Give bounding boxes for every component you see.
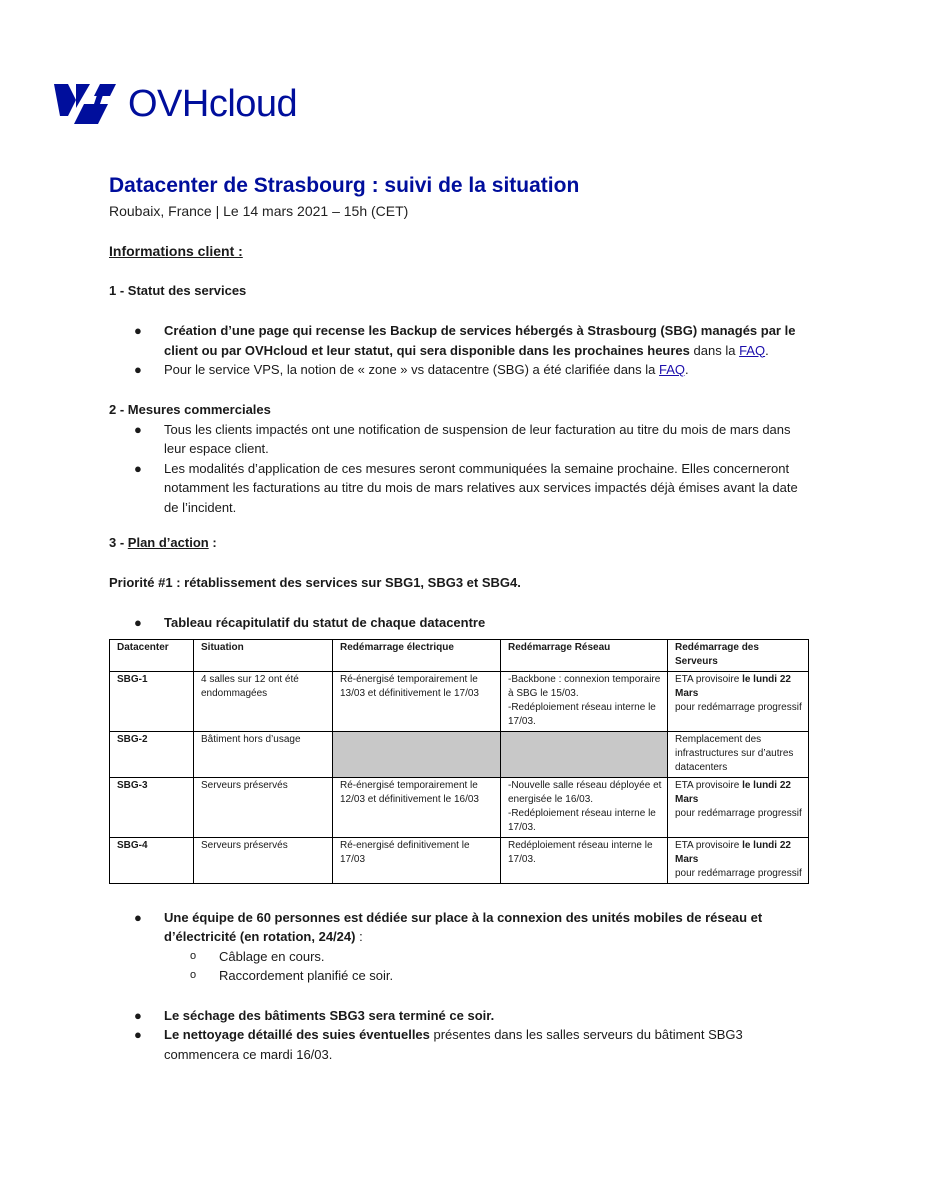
table-header-row	[110, 639, 809, 671]
priority-line: Priorité #1 : rétablissement des services sur SBG1, SBG3 et SBG4.	[109, 575, 521, 590]
cell-elec-empty	[333, 731, 501, 777]
s1-b2-end: .	[685, 362, 689, 377]
final-list	[109, 1006, 809, 1065]
ovhcloud-logo-icon	[54, 84, 120, 124]
srv-pre: ETA provisoire	[675, 673, 743, 685]
srv-pre: ETA provisoire	[675, 779, 743, 791]
srv-post: pour redémarrage progressif	[675, 701, 802, 713]
list-item: ● Tous les clients impactés ont une notification de suspension de leur facturation au titre du mois de mars dans leur espace client.	[134, 421, 791, 456]
cell-dc: SBG-1	[110, 671, 194, 731]
net-line: -Nouvelle salle réseau déployée et energisée le 16/03.	[508, 779, 662, 805]
drying-text: Le séchage des bâtiments SBG3 sera terminé ce soir.	[164, 1007, 495, 1023]
srv-bold: le lundi 22 Mars	[675, 779, 791, 805]
list-item: ● Les modalités d’application de ces mesures seront communiquées la semaine prochaine. Elles concerneront notamment les facturations au titre du mois de mars relatives aux services impactés déjà émises avant la date de l’incident.	[134, 460, 798, 515]
cell-srv: Remplacement des infrastructures sur d’autres datacenters	[668, 731, 809, 777]
s1-b1-bold: Création d’une page qui recense les Backup de services hébergés à Strasbourg (SBG) managés par le client ou par OVHcloud et leur statut, qui sera disponible dans les prochaines heures	[164, 323, 796, 358]
cell-elec: Ré-energisé definitivement le 17/03	[333, 837, 501, 883]
section-2-list	[109, 420, 809, 518]
cell-dc: SBG-2	[110, 731, 194, 777]
th-electrical: Redémarrage électrique	[333, 639, 501, 671]
section-1-list	[109, 321, 809, 380]
sub-list-item: o Câblage en cours.	[190, 948, 325, 964]
th-situation: Situation	[194, 639, 333, 671]
cell-situation: Bâtiment hors d’usage	[194, 731, 333, 777]
cell-elec: Ré-énergisé temporairement le 12/03 et définitivement le 16/03	[333, 777, 501, 837]
clean-bold: Le nettoyage détaillé des suies éventuelles	[164, 1027, 430, 1042]
table-bullet-list	[109, 613, 809, 633]
s1-b1-text: dans la	[689, 342, 740, 358]
th-datacenter: Datacenter	[110, 639, 194, 671]
table-row	[110, 777, 809, 837]
srv-post: pour redémarrage progressif	[675, 867, 802, 879]
list-item: ● Le nettoyage détaillé des suies éventuelles présentes dans les salles serveurs du bâtiment SBG3 commencera ce mardi 16/03.	[134, 1027, 743, 1062]
dateline: Roubaix, France | Le 14 mars 2021 – 15h (CET)	[109, 203, 409, 219]
table-row	[110, 837, 809, 883]
cell-situation: Serveurs préservés	[194, 777, 333, 837]
th-servers: Redémarrage des Serveurs	[668, 639, 809, 671]
list-item: ● Création d’une page qui recense les Backup de services hébergés à Strasbourg (SBG) managés par le client ou par OVHcloud et leur statut, qui sera disponible dans les prochaines heures dans la FAQ.	[134, 323, 796, 358]
team-rest: :	[355, 929, 363, 944]
cell-dc: SBG-4	[110, 837, 194, 883]
srv-bold: le lundi 22 Mars	[675, 839, 791, 865]
cell-net	[501, 777, 668, 837]
s2-b2-text: Les modalités d’application de ces mesures seront communiquées la semaine prochaine. Elles concerneront notamment les facturations au titre du mois de mars relatives aux services impactés déjà émises avant la date de l’incident.	[164, 460, 798, 515]
sub-list-item: o Raccordement planifié ce soir.	[190, 968, 394, 983]
list-item: ● Pour le service VPS, la notion de « zone » vs datacentre (SBG) a été clarifiée dans la FAQ.	[134, 362, 689, 377]
s3-heading-underlined: Plan d’action	[127, 535, 209, 550]
list-item: ● Le séchage des bâtiments SBG3 sera terminé ce soir.	[134, 1007, 495, 1023]
faq-link[interactable]: FAQ	[739, 342, 766, 358]
page-title: Datacenter de Strasbourg : suivi de la situation	[109, 174, 580, 197]
sub-item-text: Raccordement planifié ce soir.	[219, 968, 394, 983]
faq-link[interactable]: FAQ	[659, 362, 686, 377]
srv-bold: le lundi 22 Mars	[675, 673, 791, 699]
section-3-heading	[109, 533, 809, 553]
s2-b1-text: Tous les clients impactés ont une notification de suspension de leur facturation au titre du mois de mars dans leur espace client.	[164, 421, 791, 456]
section-1-heading: 1 - Statut des services	[109, 283, 247, 298]
list-item: ● Tableau récapitulatif du statut de chaque datacentre	[134, 615, 486, 630]
srv-post: pour redémarrage progressif	[675, 807, 802, 819]
cell-srv	[668, 671, 809, 731]
table-row	[110, 671, 809, 731]
cell-net	[501, 671, 668, 731]
cell-net: Redéploiement réseau interne le 17/03.	[501, 837, 668, 883]
cell-situation: 4 salles sur 12 ont été endommagées	[194, 671, 333, 731]
th-network: Redémarrage Réseau	[501, 639, 668, 671]
net-line: -Backbone : connexion temporaire à SBG le 15/03.	[508, 673, 661, 699]
s1-b2-text: Pour le service VPS, la notion de « zone » vs datacentre (SBG) a été clarifiée dans la	[164, 362, 659, 377]
s3-prefix: 3 -	[109, 535, 128, 550]
logo-wordmark: OVHcloud	[128, 83, 298, 125]
team-bold: Une équipe de 60 personnes est dédiée sur place à la connexion des unités mobiles de réseau et d’électricité (en rotation, 24/24)	[164, 909, 763, 944]
document-body	[109, 171, 809, 1064]
s3-suffix: :	[208, 535, 217, 550]
table-bullet-text: Tableau récapitulatif du statut de chaque datacentre	[164, 615, 486, 630]
cell-elec: Ré-énergisé temporairement le 13/03 et définitivement le 17/03	[333, 671, 501, 731]
clean-rest: présentes dans les salles serveurs du bâtiment SBG3 commencera ce mardi 16/03.	[164, 1027, 743, 1062]
sub-item-text: Câblage en cours.	[219, 948, 325, 964]
net-line: -Redéploiement réseau interne le 17/03.	[508, 807, 656, 833]
section-2-heading: 2 - Mesures commerciales	[109, 401, 271, 417]
cell-situation: Serveurs préservés	[194, 837, 333, 883]
srv-pre: ETA provisoire	[675, 839, 743, 851]
s1-b1-end: .	[765, 342, 769, 358]
after-table-list	[109, 908, 809, 986]
ovhcloud-logo	[54, 84, 297, 124]
cell-srv	[668, 837, 809, 883]
net-line: -Redéploiement réseau interne le 17/03.	[508, 701, 656, 727]
cell-srv	[668, 777, 809, 837]
info-heading: Informations client :	[109, 243, 243, 259]
cell-net-empty	[501, 731, 668, 777]
table-row	[110, 731, 809, 777]
status-table	[109, 639, 809, 884]
cell-dc: SBG-3	[110, 777, 194, 837]
list-item: ● Une équipe de 60 personnes est dédiée sur place à la connexion des unités mobiles de réseau et d’électricité (en rotation, 24/24) :	[134, 909, 763, 944]
